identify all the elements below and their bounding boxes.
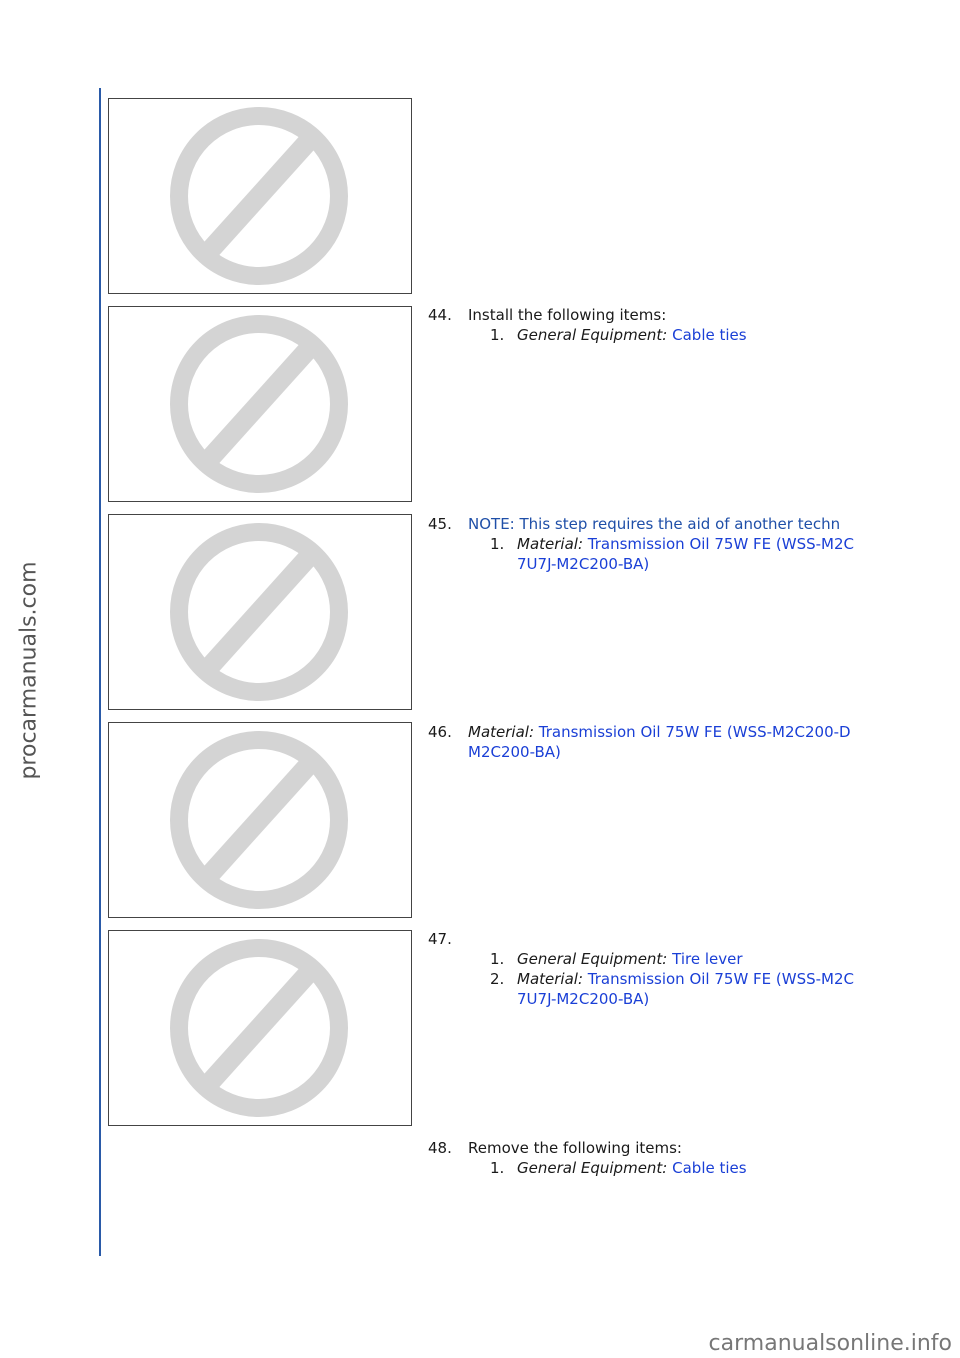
no-image-placeholder-icon bbox=[109, 931, 411, 1125]
transmission-oil-link-continued[interactable]: 7U7J-M2C200-BA) bbox=[517, 990, 650, 1008]
step-text: Install the following items: bbox=[468, 306, 667, 324]
step-47 bbox=[428, 929, 874, 1009]
step-number: 44. bbox=[428, 306, 452, 324]
no-image-placeholder-icon bbox=[109, 723, 411, 917]
figure-placeholder bbox=[108, 930, 412, 1126]
bottom-watermark: carmanualsonline.info bbox=[708, 1331, 952, 1356]
step-44 bbox=[428, 305, 874, 345]
sub-item bbox=[468, 969, 874, 1009]
figure-placeholder bbox=[108, 514, 412, 710]
sub-item bbox=[468, 325, 874, 345]
step-text: Remove the following items: bbox=[468, 1139, 682, 1157]
step-48 bbox=[428, 1138, 874, 1178]
sub-label: General Equipment: bbox=[517, 1159, 668, 1177]
transmission-oil-link[interactable]: Transmission Oil 75W FE (WSS-M2C200-D bbox=[538, 723, 851, 741]
cable-ties-link[interactable]: Cable ties bbox=[672, 326, 747, 344]
sub-number: 2. bbox=[490, 970, 505, 988]
step-number: 47. bbox=[428, 930, 452, 948]
no-image-placeholder-icon bbox=[109, 307, 411, 501]
transmission-oil-link[interactable]: Transmission Oil 75W FE (WSS-M2C bbox=[587, 535, 855, 553]
note-text: NOTE: This step requires the aid of another techn bbox=[468, 515, 841, 533]
figure-placeholder bbox=[108, 306, 412, 502]
transmission-oil-link[interactable]: Transmission Oil 75W FE (WSS-M2C bbox=[587, 970, 855, 988]
sub-label: Material: bbox=[517, 970, 583, 988]
sub-item bbox=[468, 949, 874, 969]
step-number: 45. bbox=[428, 515, 452, 533]
sub-label: Material: bbox=[517, 535, 583, 553]
step-number: 46. bbox=[428, 723, 452, 741]
sub-label: General Equipment: bbox=[517, 950, 668, 968]
figure-placeholder bbox=[108, 98, 412, 294]
figure-placeholder bbox=[108, 722, 412, 918]
sub-item bbox=[468, 1158, 874, 1178]
transmission-oil-link-continued[interactable]: M2C200-BA) bbox=[468, 743, 561, 761]
margin-rule bbox=[99, 88, 101, 1256]
transmission-oil-link-continued[interactable]: 7U7J-M2C200-BA) bbox=[517, 555, 650, 573]
sub-number: 1. bbox=[490, 535, 505, 553]
sub-number: 1. bbox=[490, 950, 505, 968]
cable-ties-link[interactable]: Cable ties bbox=[672, 1159, 747, 1177]
step-46 bbox=[428, 722, 874, 762]
sub-label: General Equipment: bbox=[517, 326, 668, 344]
material-label: Material: bbox=[468, 723, 534, 741]
sub-number: 1. bbox=[490, 1159, 505, 1177]
no-image-placeholder-icon bbox=[109, 99, 411, 293]
no-image-placeholder-icon bbox=[109, 515, 411, 709]
side-watermark: procarmanuals.com bbox=[16, 560, 42, 780]
step-45 bbox=[428, 514, 874, 574]
sub-item bbox=[468, 534, 874, 574]
sub-number: 1. bbox=[490, 326, 505, 344]
step-number: 48. bbox=[428, 1139, 452, 1157]
tire-lever-link[interactable]: Tire lever bbox=[672, 950, 743, 968]
